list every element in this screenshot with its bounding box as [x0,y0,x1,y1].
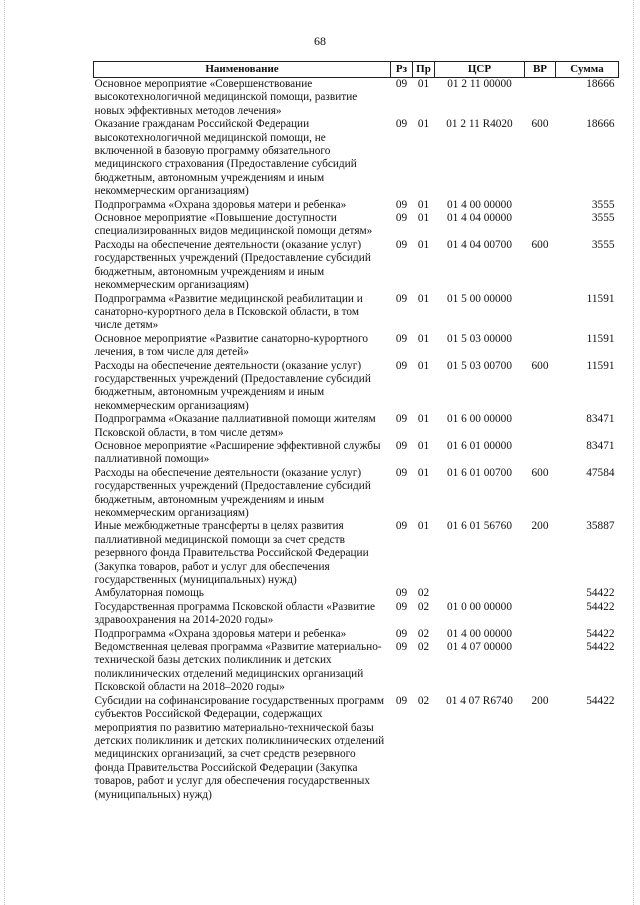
cell-vr [525,641,556,695]
table-row [94,212,619,239]
scan-edge-right [633,0,634,905]
cell-name: Основное мероприятие «Совершенствование высокотехнологичной медицинской помощи, развитие новых эффективных методов лечения» [94,78,358,117]
page-number: 68 [314,34,326,48]
cell-csr: 01 6 01 56760 [447,520,512,533]
header-vr: ВР [525,62,556,78]
cell-vr: 600 [531,118,549,131]
cell-pr: 01 [417,332,430,345]
cell-pr: 01 [417,359,430,372]
cell-sum: 18666 [586,118,615,131]
cell-vr [525,78,556,119]
cell-vr [525,293,556,333]
table-row [94,695,619,802]
cell-csr: 01 4 00 00000 [447,198,512,211]
cell-name: Иные межбюджетные трансферты в целях развития паллиативной медицинской помощи за счет средств резервного фонда Правительства Российской Федерации (Закупка товаров, работ и услуг для обеспечения государственных (муниципальных) нужд) [94,520,369,587]
header-pr: Пр [413,62,435,78]
cell-rz: 09 [395,212,408,225]
cell-name: Субсидии на софинансирование государственных программ субъектов Российской Федерации, содержащих мероприятия по развитию материально-технической базы детских поликлиник и детских поликлинических отделений медицинских организаций, за счет средств резервного фонда Правительства Российской Федерации (Закупка товаров, работ и услуг для обеспечения государственных (муниципальных) нужд) [94,694,385,801]
cell-pr: 01 [417,198,430,211]
cell-sum: 3555 [591,212,615,225]
cell-rz: 09 [395,118,408,131]
cell-vr: 600 [531,466,549,479]
cell-vr [525,199,556,212]
cell-csr: 01 4 07 00000 [447,641,512,654]
cell-csr: 01 5 03 00700 [447,359,512,372]
cell-rz: 09 [395,466,408,479]
table-row [94,78,619,119]
cell-csr: 01 6 01 00000 [447,439,512,452]
cell-rz: 09 [395,238,408,251]
cell-vr [525,333,556,360]
cell-rz: 09 [395,413,408,426]
cell-vr [525,440,556,467]
cell-rz: 09 [395,78,408,90]
cell-sum: 54422 [586,600,615,613]
cell-csr: 01 4 04 00700 [447,238,512,251]
cell-vr: 600 [531,359,549,372]
cell-vr [525,628,556,641]
cell-pr: 01 [417,466,430,479]
cell-vr [525,413,556,440]
cell-rz: 09 [395,439,408,452]
cell-sum: 54422 [586,694,615,707]
cell-sum: 18666 [586,78,615,90]
cell-sum: 83471 [586,413,615,426]
cell-rz: 09 [395,332,408,345]
cell-csr: 01 2 11 R4020 [446,118,513,131]
cell-csr [435,587,525,600]
cell-name: Подпрограмма «Охрана здоровья матери и ребенка» [94,627,347,640]
header-rz: Рз [391,62,413,78]
cell-vr [525,587,556,600]
table-row [94,601,619,628]
cell-pr: 01 [417,292,430,305]
cell-pr: 01 [417,118,430,131]
cell-name: Подпрограмма «Охрана здоровья матери и ребенка» [94,198,347,211]
header-name: Наименование [94,62,391,78]
table-row [94,587,619,600]
table-row [94,118,619,198]
table-row [94,628,619,641]
cell-pr: 02 [417,600,430,613]
table-row [94,520,619,587]
cell-sum: 54422 [586,587,615,600]
table-row [94,440,619,467]
cell-csr: 01 6 00 00000 [447,413,512,426]
table-header-row [94,62,619,78]
cell-sum: 83471 [586,439,615,452]
header-csr: ЦСР [435,62,525,78]
cell-pr: 02 [417,641,430,654]
cell-pr: 02 [417,587,430,600]
cell-vr: 200 [531,520,549,533]
header-sum: Сумма [556,62,619,78]
cell-pr: 01 [417,413,430,426]
cell-rz: 09 [395,627,408,640]
cell-sum: 54422 [586,627,615,640]
cell-name: Расходы на обеспечение деятельности (оказание услуг) государственных учреждений (Предоставление субсидий бюджетным, автономным учреждениям и иным некоммерческим организациям) [94,238,371,292]
cell-csr: 01 4 04 00000 [447,212,512,225]
table-row [94,239,619,293]
cell-sum: 54422 [586,641,615,654]
cell-sum: 3555 [591,238,615,251]
cell-name: Подпрограмма «Оказание паллиативной помощи жителям Псковской области, в том числе детям» [94,413,376,439]
cell-rz: 09 [395,600,408,613]
cell-csr: 01 4 07 R6740 [446,694,513,707]
cell-csr: 01 0 00 00000 [447,600,512,613]
cell-name: Основное мероприятие «Развитие санаторно-курортного лечения, в том числе для детей» [94,332,369,359]
cell-name: Ведомственная целевая программа «Развитие материально-технической базы детских поликлиник и детских поликлинических отделений медицинских организаций Псковской области на 2018–2020 годы» [94,641,382,694]
cell-name: Государственная программа Псковской области «Развитие здравоохранения на 2014-2020 годы» [94,600,376,627]
table-row [94,360,619,414]
table-row [94,413,619,440]
cell-name: Основное мероприятие «Расширение эффективной службы паллиативной помощи» [94,439,381,466]
cell-sum: 3555 [591,198,615,211]
cell-pr: 01 [417,520,430,533]
cell-sum: 11591 [586,359,615,372]
table-row [94,641,619,695]
table-row [94,293,619,333]
table-row [94,199,619,212]
table-row [94,467,619,521]
cell-sum: 11591 [586,292,615,305]
cell-rz: 09 [395,292,408,305]
cell-pr: 01 [417,238,430,251]
cell-csr: 01 5 03 00000 [447,332,512,345]
cell-csr: 01 6 01 00700 [447,466,512,479]
cell-rz: 09 [395,198,408,211]
cell-rz: 09 [395,359,408,372]
cell-csr: 01 2 11 00000 [447,78,512,90]
table-row [94,333,619,360]
cell-sum: 11591 [586,332,615,345]
cell-name: Амбулаторная помощь [94,587,204,600]
cell-pr: 01 [417,212,430,225]
cell-rz: 09 [395,587,408,600]
cell-name: Оказание гражданам Российской Федерации высокотехнологичной медицинской помощи, не включенной в базовую программу обязательного медицинского страхования (Предоставление субсидий бюджетным, автономным учреждениям и иным некоммерческим организациям) [94,118,357,198]
table-body [94,78,619,802]
cell-vr [525,212,556,239]
cell-sum: 47584 [586,466,615,479]
cell-csr: 01 4 00 00000 [447,627,512,640]
cell-pr: 02 [417,694,430,707]
budget-table [93,61,619,802]
cell-pr: 01 [417,78,430,90]
cell-vr: 200 [531,694,549,707]
cell-rz: 09 [395,641,408,654]
budget-table-container [93,61,618,802]
cell-name: Основное мероприятие «Повышение доступности специализированных видов медицинской помощи детям» [94,212,373,238]
cell-rz: 09 [395,694,408,707]
cell-name: Расходы на обеспечение деятельности (оказание услуг) государственных учреждений (Предоставление субсидий бюджетным, автономным учреждениям и иным некоммерческим организациям) [94,359,371,412]
cell-rz: 09 [395,520,408,533]
cell-pr: 01 [417,439,430,452]
cell-csr: 01 5 00 00000 [447,292,512,305]
scan-edge-left [4,0,5,905]
cell-name: Подпрограмма «Развитие медицинской реабилитации и санаторно-курортного дела в Псковской области, в том числе детям» [94,292,363,332]
cell-vr [525,601,556,628]
cell-name: Расходы на обеспечение деятельности (оказание услуг) государственных учреждений (Предоставление субсидий бюджетным, автономным учреждениям и иным некоммерческим организациям) [94,466,371,519]
cell-sum: 35887 [586,520,615,533]
cell-pr: 02 [417,627,430,640]
cell-vr: 600 [531,238,549,251]
